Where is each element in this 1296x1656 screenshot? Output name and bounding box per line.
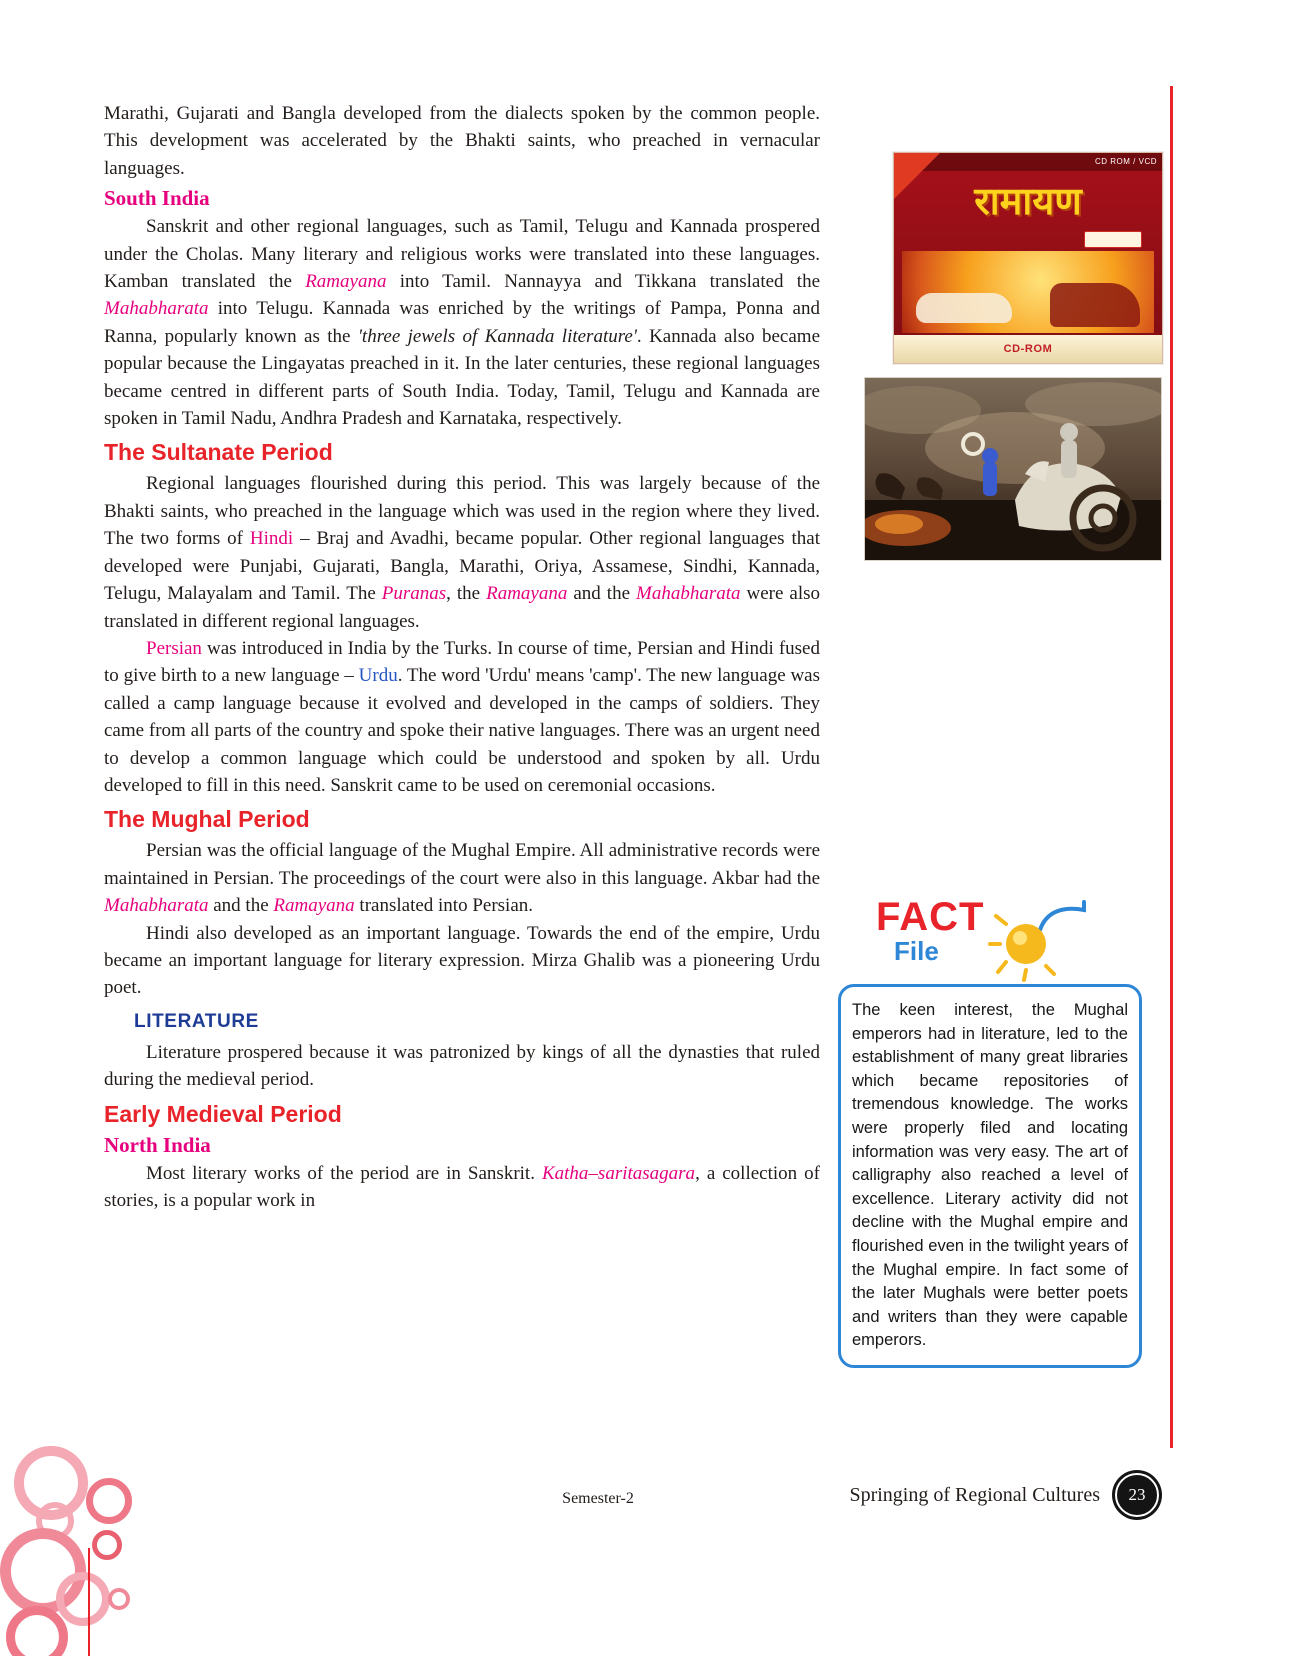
paragraph-south-india: Sanskrit and other regional languages, such as Tamil, Telugu and Kannada prospered under the Cholas. Many literary and religious works were translated into these languages. Kamban translated the Ramayana into Tamil. Nannayya and Tikkana translated the Mahabharata into Telugu. Kannada was enriched by the writings of Pampa, Ponna and Ranna, popularly known as the 'three jewels of Kannada literature'. Kannada also became popular because the Lingayatas preached in it. In the later centuries, these regional languages became centred in different parts of South India. Today, Tamil, Telugu and Kannada are spoken in Tamil Nadu, Andhra Pradesh and Karnataka, respectively.: [104, 216, 821, 430]
fact-file-subtitle: File: [894, 936, 939, 966]
heading-sultanate-period: The Sultanate Period: [104, 439, 333, 466]
cdrom-logo: CD-ROM: [1003, 343, 1053, 355]
ramayan-vcd-cover-image: [893, 152, 1163, 364]
footer-semester: Semester-2: [562, 1490, 634, 1507]
right-margin-rule: [1170, 86, 1173, 1448]
paragraph-literature: Literature prospered because it was patronized by kings of all the dynasties that ruled during the medieval period.: [104, 1041, 820, 1091]
paragraph-early-medieval: Most literary works of the period are in Sanskrit. Katha–saritasagara, a collection of stories, is a popular work in: [104, 1162, 820, 1211]
heading-early-medieval: Early Medieval Period: [104, 1100, 342, 1127]
fact-file-title: FACT: [876, 895, 985, 939]
heading-north-india: North India: [104, 1132, 211, 1157]
bubble-decoration: [6, 1606, 68, 1656]
paragraph-sultanate-1: Regional languages flourished during this period. This was largely because of the Bhakti saints, who preached in the language which was used in the region where they lived. The two forms of Hindi – Braj and Avadhi, became popular. Other regional languages that developed were Punjabi, Gujarati, Bangla, Marathi, Oriya, Assamese, Sindhi, Kannada, Telugu, Malayalam and Tamil. The Puranas, the Ramayana and the Mahabharata were also translated in different regional languages.: [104, 473, 820, 632]
vcd-bottom-strip: [894, 335, 1162, 363]
heading-literature: LITERATURE: [134, 1010, 259, 1032]
vcd-format-label: CD ROM / VCD: [1095, 157, 1157, 166]
heading-mughal-period: The Mughal Period: [104, 806, 310, 833]
page-number: 23: [1128, 1485, 1146, 1504]
bubble-decoration: [92, 1530, 122, 1560]
bubble-stem-line: [88, 1548, 90, 1656]
bubble-decoration: [108, 1588, 130, 1610]
footer-chapter-title: Springing of Regional Cultures: [849, 1484, 1100, 1506]
page-number-badge: [1112, 1470, 1162, 1520]
paragraph-sultanate-2: Persian was introduced in India by the Turks. In course of time, Persian and Hindi fused to give birth to a new language – Urdu. The word 'Urdu' means 'camp'. The new language was called a camp language because it evolved and developed in the camps of soldiers. They came from all parts of the country and spoke their native languages. There was an urgent need to develop a common language which could be understood and spoken by all. Urdu developed to fill in this need. Sanskrit came to be used on ceremonial occasions.: [104, 637, 820, 796]
heading-south-india: South India: [104, 186, 210, 211]
vcd-artwork: [902, 251, 1154, 333]
bubble-decoration: [56, 1572, 110, 1626]
vcd-language-badge: [1084, 231, 1142, 248]
paragraph-mughal-1: Persian was the official language of the Mughal Empire. All administrative records were maintained in Persian. The proceedings of the court were also in this language. Akbar had the Mahabharata and the Ramayana translated into Persian.: [104, 840, 820, 917]
lightbulb-icon: [988, 896, 1088, 982]
fact-file-text: The keen interest, the Mughal emperors had in literature, led to the establishment of many great libraries which became repositories of tremendous knowledge. The works were properly filed and locating information was very easy. The art of calligraphy also reached a level of excellence. Literary activity did not decline with the Mughal empire and flourished even in the twilight years of the Mughal empire. In fact some of the later Mughals were better poets and writers than they were capable emperors.: [838, 984, 1142, 1368]
vcd-title: रामायण: [974, 179, 1082, 223]
article-body: [104, 100, 820, 1214]
paragraph-mughal-2: Hindi also developed as an important language. Towards the end of the empire, Urdu became an important language for literary expression. Mirza Ghalib was a pioneering Urdu poet.: [104, 922, 820, 999]
bubble-decoration: [86, 1478, 132, 1524]
fact-file-header: [838, 896, 1142, 984]
paragraph-intro: Marathi, Gujarati and Bangla developed from the dialects spoken by the common people. This development was accelerated by the Bhakti saints, who preached in vernacular languages.: [104, 103, 820, 179]
mahabharata-painting-image: [865, 378, 1161, 560]
fact-file-box: [838, 896, 1142, 1368]
